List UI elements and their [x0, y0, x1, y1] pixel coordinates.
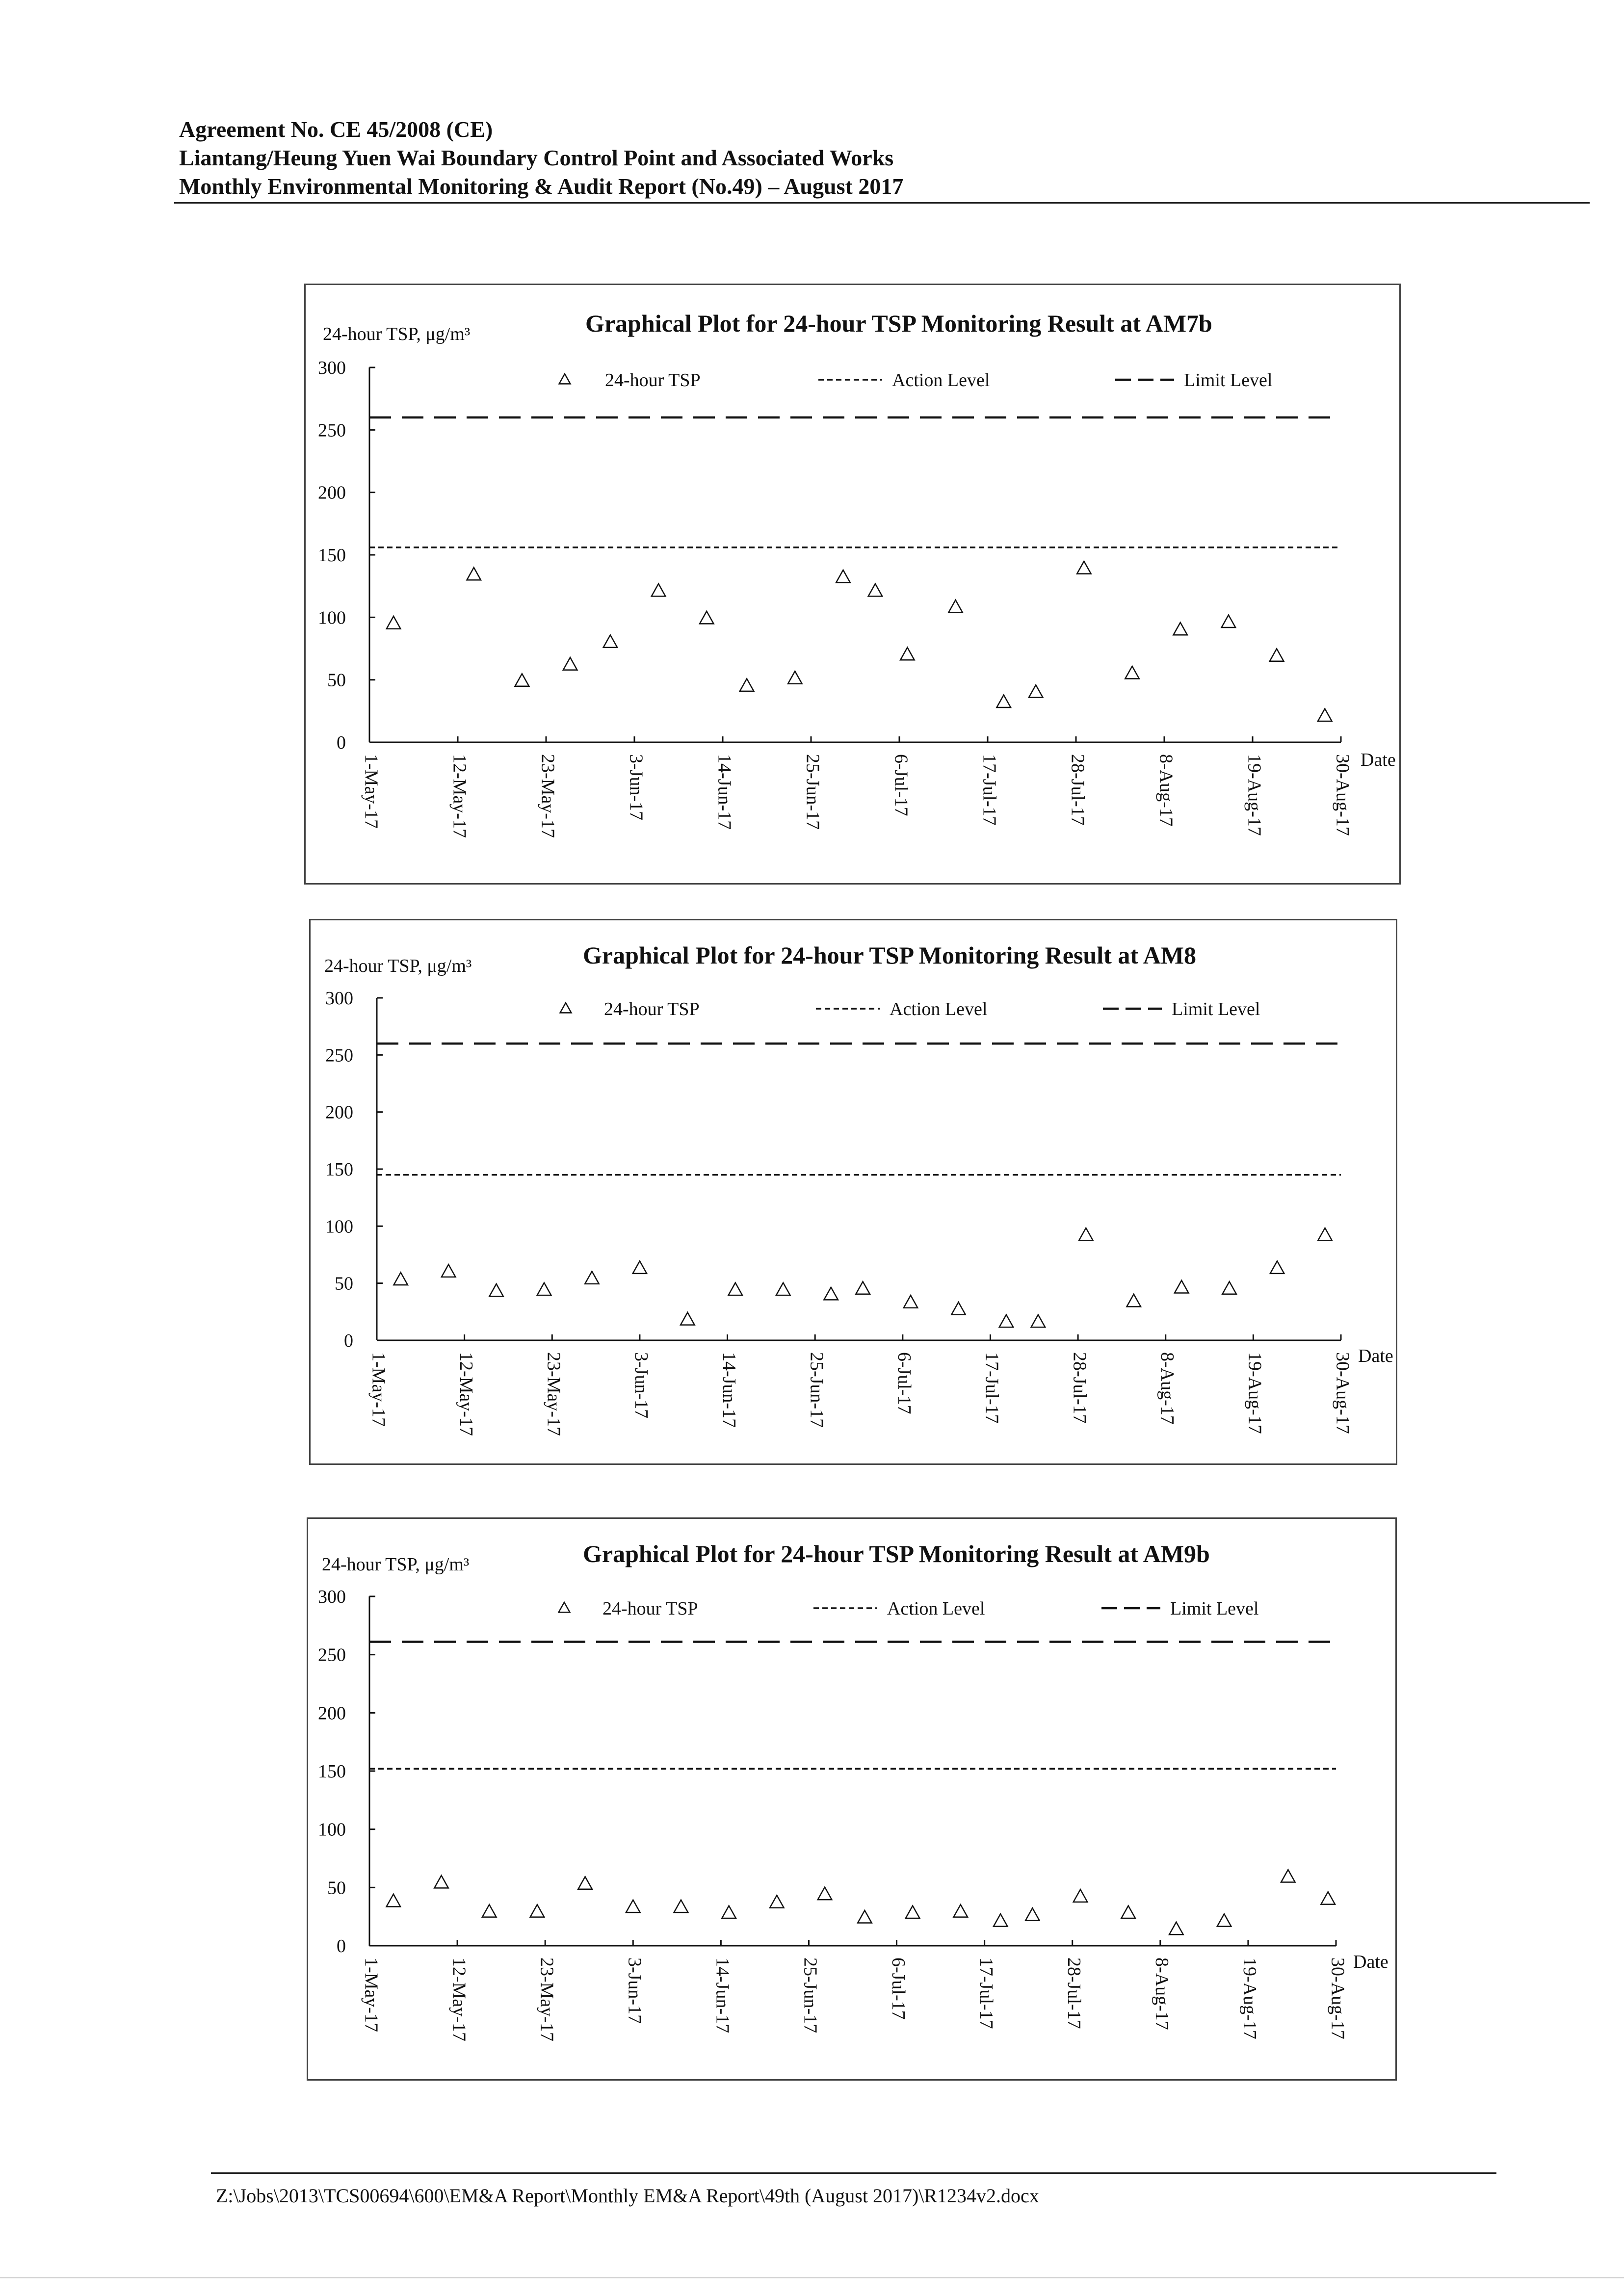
- legend-label-action: Action Level: [892, 370, 990, 391]
- x-tick-label: 12-May-17: [448, 1957, 470, 2041]
- y-tick-label: 300: [318, 358, 346, 378]
- data-point-triangle: [563, 657, 577, 670]
- y-tick-label: 300: [318, 1587, 346, 1607]
- data-point-triangle: [515, 674, 529, 686]
- data-point-triangle: [856, 1281, 870, 1294]
- data-point-triangle: [489, 1284, 503, 1297]
- data-point-triangle: [1222, 1281, 1236, 1294]
- x-tick-label: 23-May-17: [537, 754, 558, 838]
- data-point-triangle: [776, 1283, 790, 1296]
- data-point-triangle: [467, 568, 481, 580]
- data-point-triangle: [578, 1877, 592, 1889]
- x-axis-label: Date: [1361, 750, 1396, 770]
- report-header: [179, 115, 1592, 201]
- data-point-triangle: [948, 600, 963, 613]
- x-tick-label: 25-Jun-17: [806, 1352, 827, 1428]
- data-point-triangle: [1079, 1228, 1093, 1241]
- scan-edge-line: [0, 2277, 1624, 2278]
- x-tick-label: 12-May-17: [449, 754, 470, 838]
- y-tick-label: 100: [325, 1216, 353, 1237]
- data-point-triangle: [674, 1900, 688, 1913]
- data-point-triangle: [858, 1910, 872, 1923]
- data-point-triangle: [633, 1261, 647, 1274]
- legend-marker-triangle: [559, 1602, 570, 1612]
- agreement-number: Agreement No. CE 45/2008 (CE): [179, 117, 493, 142]
- y-axis-label: 24-hour TSP, μg/m³: [323, 324, 471, 344]
- data-point-triangle: [482, 1905, 497, 1917]
- data-point-triangle: [951, 1302, 966, 1315]
- x-tick-label: 12-May-17: [455, 1352, 476, 1436]
- data-point-triangle: [626, 1900, 640, 1913]
- chart-am9b: [308, 1519, 1398, 2082]
- data-point-triangle: [1281, 1870, 1295, 1882]
- y-tick-label: 0: [337, 1936, 346, 1957]
- legend-label-limit: Limit Level: [1172, 999, 1260, 1019]
- y-tick-label: 250: [325, 1045, 353, 1066]
- data-point-triangle: [868, 584, 883, 597]
- data-point-triangle: [652, 584, 666, 597]
- data-point-triangle: [788, 671, 802, 684]
- data-point-triangle: [722, 1906, 736, 1919]
- file-path-footer: Z:\Jobs\2013\TCS00694\600\EM&A Report\Monthly EM&A Report\49th (August 2017)\R1234v2.docx: [216, 2185, 1039, 2207]
- x-tick-label: 19-Aug-17: [1244, 1352, 1265, 1434]
- x-axis-label: Date: [1358, 1346, 1393, 1366]
- data-point-triangle: [1031, 1315, 1046, 1328]
- data-point-triangle: [836, 570, 850, 583]
- legend-label-tsp: 24-hour TSP: [602, 1598, 698, 1619]
- y-tick-label: 0: [344, 1331, 353, 1351]
- project-title: Liantang/Heung Yuen Wai Boundary Control Point and Associated Works: [179, 145, 894, 170]
- data-point-triangle: [954, 1905, 968, 1917]
- y-tick-label: 50: [327, 670, 346, 691]
- x-tick-label: 19-Aug-17: [1244, 754, 1265, 836]
- y-axis-label: 24-hour TSP, μg/m³: [322, 1554, 470, 1575]
- x-tick-label: 17-Jul-17: [981, 1352, 1002, 1424]
- data-point-triangle: [530, 1905, 545, 1917]
- x-tick-label: 6-Jul-17: [891, 754, 912, 816]
- data-point-triangle: [1222, 615, 1236, 628]
- x-tick-label: 1-May-17: [361, 1957, 382, 2032]
- data-point-triangle: [1025, 1908, 1040, 1921]
- y-tick-label: 0: [337, 732, 346, 753]
- data-point-triangle: [906, 1906, 920, 1919]
- data-point-triangle: [818, 1887, 832, 1900]
- data-point-triangle: [681, 1312, 695, 1325]
- x-tick-label: 23-May-17: [543, 1352, 564, 1436]
- chart-title: Graphical Plot for 24-hour TSP Monitoring Result at AM9b: [583, 1540, 1210, 1567]
- y-tick-label: 100: [318, 1819, 346, 1840]
- chart-panel-am8: [309, 919, 1397, 1465]
- x-tick-label: 8-Aug-17: [1157, 1352, 1178, 1425]
- data-point-triangle: [770, 1895, 784, 1908]
- x-tick-label: 30-Aug-17: [1332, 754, 1353, 836]
- y-tick-label: 100: [318, 607, 346, 628]
- data-point-triangle: [1270, 649, 1284, 661]
- data-point-triangle: [1318, 1228, 1332, 1241]
- data-point-triangle: [1169, 1922, 1183, 1935]
- chart-panel-am9b: [307, 1517, 1397, 2081]
- x-tick-label: 23-May-17: [536, 1957, 557, 2041]
- data-point-triangle: [585, 1271, 599, 1284]
- y-tick-label: 150: [325, 1159, 353, 1180]
- x-tick-label: 8-Aug-17: [1155, 754, 1177, 827]
- x-tick-label: 30-Aug-17: [1332, 1352, 1353, 1434]
- data-point-triangle: [996, 695, 1011, 708]
- x-tick-label: 3-Jun-17: [631, 1352, 652, 1419]
- x-tick-label: 19-Aug-17: [1239, 1957, 1260, 2039]
- data-point-triangle: [700, 611, 714, 624]
- x-tick-label: 14-Jun-17: [714, 754, 735, 830]
- legend-marker-triangle: [560, 1003, 572, 1013]
- data-point-triangle: [393, 1273, 408, 1285]
- y-tick-label: 200: [318, 482, 346, 503]
- data-point-triangle: [1318, 709, 1332, 722]
- data-point-triangle: [387, 616, 401, 629]
- data-point-triangle: [900, 648, 915, 660]
- x-tick-label: 28-Jul-17: [1064, 1957, 1085, 2029]
- y-tick-label: 300: [325, 988, 353, 1009]
- data-point-triangle: [1270, 1261, 1284, 1274]
- y-tick-label: 200: [318, 1703, 346, 1724]
- x-tick-label: 28-Jul-17: [1069, 1352, 1090, 1424]
- chart-am8: [311, 920, 1399, 1466]
- data-point-triangle: [1121, 1906, 1135, 1919]
- y-tick-label: 50: [327, 1878, 346, 1899]
- x-tick-label: 1-May-17: [361, 754, 382, 829]
- legend-label-limit: Limit Level: [1184, 370, 1273, 391]
- chart-title: Graphical Plot for 24-hour TSP Monitoring Result at AM7b: [585, 310, 1212, 337]
- data-point-triangle: [1175, 1280, 1189, 1293]
- x-tick-label: 14-Jun-17: [712, 1957, 733, 2034]
- legend-label-action: Action Level: [890, 999, 988, 1019]
- y-tick-label: 150: [318, 1761, 346, 1782]
- data-point-triangle: [999, 1315, 1014, 1328]
- x-tick-label: 17-Jul-17: [975, 1957, 996, 2029]
- x-tick-label: 25-Jun-17: [802, 754, 823, 830]
- footer-divider: [211, 2172, 1496, 2174]
- legend-label-tsp: 24-hour TSP: [605, 370, 701, 391]
- data-point-triangle: [387, 1894, 401, 1907]
- x-tick-label: 8-Aug-17: [1152, 1957, 1173, 2030]
- x-tick-label: 3-Jun-17: [624, 1957, 645, 2024]
- x-tick-label: 17-Jul-17: [979, 754, 1000, 826]
- data-point-triangle: [1077, 561, 1091, 574]
- data-point-triangle: [904, 1295, 918, 1308]
- y-tick-label: 50: [335, 1273, 353, 1294]
- x-axis-label: Date: [1353, 1952, 1388, 1972]
- chart-panel-am7b: [304, 284, 1401, 885]
- y-axis-label: 24-hour TSP, μg/m³: [324, 956, 472, 976]
- legend-label-action: Action Level: [887, 1598, 985, 1619]
- legend-marker-triangle: [559, 374, 571, 384]
- data-point-triangle: [1029, 685, 1043, 698]
- y-tick-label: 200: [325, 1102, 353, 1123]
- header-divider: [174, 202, 1590, 204]
- legend-label-tsp: 24-hour TSP: [604, 999, 700, 1019]
- x-tick-label: 14-Jun-17: [718, 1352, 739, 1428]
- data-point-triangle: [1074, 1889, 1088, 1902]
- data-point-triangle: [729, 1283, 743, 1296]
- legend-label-limit: Limit Level: [1170, 1598, 1259, 1619]
- data-point-triangle: [1173, 623, 1187, 635]
- x-tick-label: 6-Jul-17: [888, 1957, 909, 2020]
- chart-title: Graphical Plot for 24-hour TSP Monitoring Result at AM8: [583, 941, 1197, 969]
- data-point-triangle: [1127, 1294, 1141, 1307]
- data-point-triangle: [1217, 1914, 1231, 1927]
- x-tick-label: 28-Jul-17: [1067, 754, 1088, 826]
- y-tick-label: 150: [318, 545, 346, 566]
- y-tick-label: 250: [318, 1644, 346, 1666]
- chart-am7b: [306, 285, 1402, 886]
- report-title: Monthly Environmental Monitoring & Audit Report (No.49) – August 2017: [179, 174, 904, 199]
- data-point-triangle: [1321, 1892, 1335, 1905]
- y-tick-label: 250: [318, 420, 346, 441]
- x-tick-label: 6-Jul-17: [894, 1352, 915, 1414]
- x-tick-label: 3-Jun-17: [626, 754, 647, 821]
- x-tick-label: 25-Jun-17: [800, 1957, 821, 2034]
- data-point-triangle: [442, 1264, 456, 1277]
- data-point-triangle: [1125, 666, 1139, 679]
- data-point-triangle: [994, 1914, 1007, 1927]
- x-tick-label: 30-Aug-17: [1327, 1957, 1348, 2039]
- data-point-triangle: [740, 678, 754, 691]
- data-point-triangle: [434, 1876, 448, 1888]
- data-point-triangle: [824, 1287, 838, 1300]
- data-point-triangle: [537, 1283, 551, 1296]
- data-point-triangle: [603, 635, 618, 648]
- x-tick-label: 1-May-17: [368, 1352, 389, 1427]
